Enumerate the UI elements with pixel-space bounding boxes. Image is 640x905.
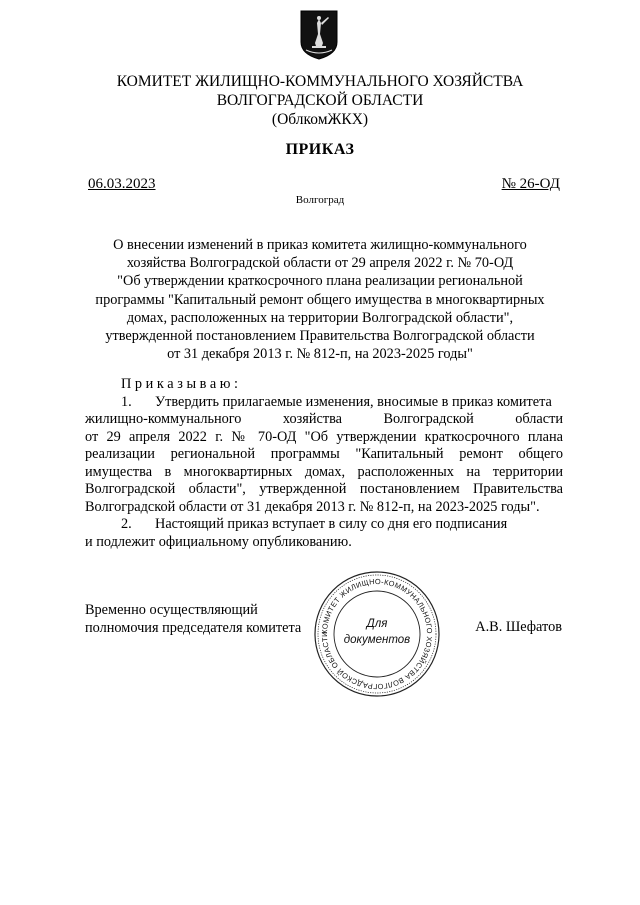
stamp-center-line: Для <box>366 618 388 630</box>
signer-name: А.В. Шефатов <box>475 619 562 635</box>
decree-word: Приказываю: <box>121 376 242 392</box>
item-1-line: от 29 апреля 2022 г. № 70-ОД "Об утверждении краткосрочного плана <box>85 428 563 445</box>
subject-line: О внесении изменений в приказ комитета жилищно-коммунального <box>113 237 527 253</box>
order-number: № 26-ОД <box>501 176 560 192</box>
item-1-line: реализации региональной программы "Капитальный ремонт общего <box>85 446 563 462</box>
committee-line: (ОблкомЖКХ) <box>271 111 369 128</box>
item-2-number: 2. <box>121 516 132 532</box>
item-1-number: 1. <box>121 393 132 410</box>
subject-line: домах, расположенных на территории Волгоградской области", <box>126 309 514 326</box>
order-body <box>85 376 563 551</box>
committee-heading <box>0 72 640 129</box>
item-2-text: Настоящий приказ вступает в силу со дня его подписания <box>155 516 508 532</box>
item-1-last-line: Волгоградской области от 31 декабря 2013 г. № 812-п, на 2023-2025 годы". <box>85 498 540 515</box>
order-city: Волгоград <box>295 194 345 206</box>
order-title: ПРИКАЗ <box>285 141 355 158</box>
stamp-ring-text: КОМИТЕТ ЖИЛИЩНО-КОММУНАЛЬНОГО ХОЗЯЙСТВА ВОЛГОГРАДСКОЙ ОБЛАСТИ <box>319 576 435 692</box>
committee-line: ВОЛГОГРАДСКОЙ ОБЛАСТИ <box>216 92 424 109</box>
subject-line: хозяйства Волгоградской области от 29 апреля 2022 г. № 70-ОД <box>126 255 514 272</box>
item-1-first-line <box>85 394 563 412</box>
item-1-line: имущества в многоквартирных домах, расположенных на территории <box>85 463 563 480</box>
subject-line: программы "Капитальный ремонт общего имущества в многоквартирных <box>95 291 545 308</box>
stamp-center-line: документов <box>343 634 411 646</box>
subject-line: от 31 декабря 2013 г. № 812-п, на 2023-2025 годы" <box>167 346 473 363</box>
item-1-line: жилищно-коммунального хозяйства Волгоградской области <box>85 411 563 427</box>
subject-line: "Об утверждении краткосрочного плана реализации региональной <box>117 273 523 290</box>
order-date: 06.03.2023 <box>88 176 156 192</box>
official-stamp <box>313 570 441 698</box>
item-2-last-line: и подлежит официальному опубликованию. <box>85 533 352 550</box>
position-line: полномочия председателя комитета <box>85 620 302 636</box>
subject-line: утвержденной постановлением Правительства Волгоградской области <box>105 328 535 345</box>
order-subject <box>80 236 560 363</box>
position-line: Временно осуществляющий <box>85 602 258 618</box>
signatory-position <box>85 601 301 637</box>
item-1-text: Утвердить прилагаемые изменения, вносимые в приказ комитета <box>155 393 552 410</box>
item-2-first-line <box>85 516 563 534</box>
regional-coat-of-arms-icon <box>300 10 338 60</box>
committee-line: КОМИТЕТ ЖИЛИЩНО-КОММУНАЛЬНОГО ХОЗЯЙСТВА <box>116 73 524 90</box>
item-1-line: Волгоградской области", утвержденной постановлением Правительства <box>85 481 563 497</box>
